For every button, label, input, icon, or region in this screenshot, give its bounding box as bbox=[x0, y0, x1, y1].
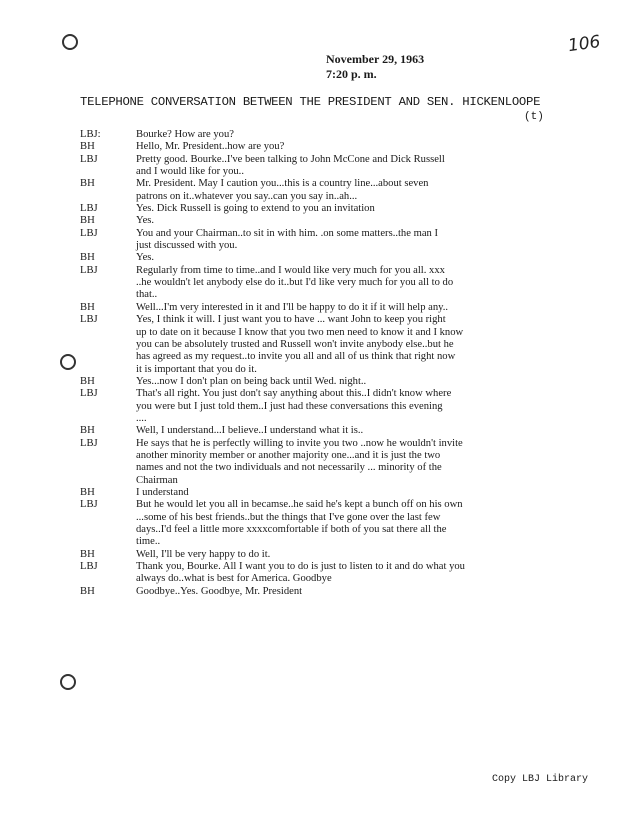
transcript-entry bbox=[80, 141, 620, 153]
speech-line: He says that he is perfectly willing to invite you two ..now he wouldn't invite bbox=[136, 437, 463, 449]
speech-line: Yes. bbox=[136, 215, 155, 227]
speech-line: Yes. Dick Russell is going to extend to you an invitation bbox=[136, 203, 375, 215]
transcript-entry bbox=[80, 129, 620, 141]
speech-text bbox=[136, 425, 620, 437]
speaker-label: LBJ bbox=[80, 264, 98, 276]
speaker-label: LBJ bbox=[80, 499, 98, 511]
speech-text bbox=[136, 487, 620, 499]
speech-line: .... bbox=[136, 412, 147, 424]
speaker-label: BH bbox=[80, 486, 95, 498]
speech-text bbox=[136, 388, 620, 425]
speech-text bbox=[136, 203, 620, 215]
footer-credit: Copy LBJ Library bbox=[492, 774, 589, 785]
speech-line: ...some of his best friends..but the things that I've gone over the last few bbox=[136, 511, 441, 523]
transcript-entry bbox=[80, 388, 620, 425]
speech-text bbox=[136, 178, 620, 203]
transcript-entry bbox=[80, 203, 620, 215]
speaker-label: BH bbox=[80, 585, 95, 597]
speaker-label: LBJ bbox=[80, 227, 98, 239]
speech-line: Thank you, Bourke. All I want you to do is just to listen to it and do what you bbox=[136, 561, 465, 573]
date-line: November 29, 1963 bbox=[326, 52, 425, 66]
speaker-label: BH bbox=[80, 548, 95, 560]
headline-note: (t) bbox=[524, 111, 544, 123]
transcript-entry bbox=[80, 154, 620, 179]
speech-line: you can be absolutely trusted and Russell won't invite anybody else..but he bbox=[136, 338, 454, 350]
speaker-label: LBJ bbox=[80, 437, 98, 449]
speech-text bbox=[136, 141, 620, 153]
speech-line: Pretty good. Bourke..I've been talking to John McCone and Dick Russell bbox=[136, 153, 445, 165]
punch-hole-icon bbox=[62, 34, 78, 50]
speaker-label: BH bbox=[80, 141, 95, 153]
speech-text bbox=[136, 561, 620, 586]
speech-text bbox=[136, 549, 620, 561]
speech-text bbox=[136, 265, 620, 302]
speech-line: that.. bbox=[136, 289, 158, 301]
speech-text bbox=[136, 438, 620, 487]
speech-text bbox=[136, 215, 620, 227]
speaker-label: LBJ bbox=[80, 314, 98, 326]
speaker-label: LBJ: bbox=[80, 129, 101, 140]
speech-line: has agreed as my request..to invite you all and all of us think that right now bbox=[136, 351, 456, 363]
speaker-label: BH bbox=[80, 375, 95, 387]
speech-text bbox=[136, 302, 620, 314]
transcript-entry bbox=[80, 499, 620, 548]
speech-text bbox=[136, 154, 620, 179]
speaker-label: LBJ bbox=[80, 153, 98, 165]
transcript bbox=[80, 129, 620, 598]
speech-text bbox=[136, 252, 620, 264]
transcript-entry bbox=[80, 561, 620, 586]
speech-line: Bourke? How are you? bbox=[136, 129, 234, 140]
transcript-entry bbox=[80, 314, 620, 376]
speech-line: Yes. bbox=[136, 252, 155, 264]
speaker-label: LBJ bbox=[80, 561, 98, 573]
speech-line: Goodbye..Yes. Goodbye, Mr. President bbox=[136, 585, 303, 597]
speech-text bbox=[136, 314, 620, 376]
speech-line: Yes, I think it will. I just want you to have ... want John to keep you right bbox=[136, 314, 446, 326]
speech-line: names and not the two individuals and not necessarily ... minority of the bbox=[136, 462, 442, 474]
page-number: 106 bbox=[566, 31, 602, 57]
transcript-entry bbox=[80, 228, 620, 253]
speech-line: I understand bbox=[136, 486, 189, 498]
transcript-entry bbox=[80, 215, 620, 227]
speech-line: another minority member or another majority one...and it is just the two bbox=[136, 449, 441, 461]
speech-line: time.. bbox=[136, 536, 161, 548]
speech-line: But he would let you all in becamse..he said he's kept a bunch off on his own bbox=[136, 499, 463, 511]
speaker-label: BH bbox=[80, 252, 95, 264]
speech-line: You and your Chairman..to sit in with him. .on some matters..the man I bbox=[136, 227, 438, 239]
speech-line: up to date on it because I know that you two men need to know it and I know bbox=[136, 326, 464, 338]
speech-text bbox=[136, 499, 620, 548]
transcript-entry bbox=[80, 376, 620, 388]
speech-line: and I would like for you.. bbox=[136, 166, 244, 178]
speaker-label: LBJ bbox=[80, 203, 98, 215]
transcript-entry bbox=[80, 302, 620, 314]
speech-text bbox=[136, 129, 620, 141]
speech-line: That's all right. You just don't say anything about this..I didn't know where bbox=[136, 388, 452, 400]
speaker-label: BH bbox=[80, 301, 95, 313]
speech-line: you were but I just told them..I just had these conversations this evening bbox=[136, 400, 443, 412]
speech-line: Mr. President. May I caution you...this is a country line...about seven bbox=[136, 178, 429, 190]
speech-line: patrons on it..whatever you say..can you say in..ah... bbox=[136, 190, 358, 202]
speech-line: days..I'd feel a little more xxxxcomfortable if both of you sat there all the bbox=[136, 524, 447, 535]
speech-line: ..he wouldn't let anybody else do it..but I'd like very much for you all to do bbox=[136, 277, 454, 289]
speech-line: Well...I'm very interested in it and I'll be happy to do it if it will help any.. bbox=[136, 301, 449, 313]
speaker-label: BH bbox=[80, 425, 95, 437]
speaker-label: BH bbox=[80, 178, 95, 190]
document-headline: TELEPHONE CONVERSATION BETWEEN THE PRESIDENT AND SEN. HICKENLOOPE bbox=[80, 95, 541, 109]
speech-text bbox=[136, 376, 620, 388]
speech-line: Hello, Mr. President..how are you? bbox=[136, 141, 285, 153]
date-block bbox=[326, 52, 424, 82]
transcript-entry bbox=[80, 487, 620, 499]
speech-line: Chairman bbox=[136, 474, 178, 486]
speaker-label: LBJ bbox=[80, 388, 98, 400]
transcript-entry bbox=[80, 252, 620, 264]
transcript-entry bbox=[80, 438, 620, 487]
punch-hole-icon bbox=[60, 354, 76, 370]
transcript-entry bbox=[80, 178, 620, 203]
speech-line: Well, I understand...I believe..I understand what it is.. bbox=[136, 425, 364, 437]
speech-line: it is important that you do it. bbox=[136, 363, 257, 375]
transcript-entry bbox=[80, 265, 620, 302]
time-line: 7:20 p. m. bbox=[326, 67, 377, 81]
speech-line: just discussed with you. bbox=[136, 240, 238, 252]
transcript-entry bbox=[80, 549, 620, 561]
speech-line: Well, I'll be very happy to do it. bbox=[136, 548, 271, 560]
transcript-entry bbox=[80, 425, 620, 437]
punch-hole-icon bbox=[60, 674, 76, 690]
speech-line: Regularly from time to time..and I would like very much for you all. xxx bbox=[136, 264, 445, 276]
speech-text bbox=[136, 228, 620, 253]
speech-line: always do..what is best for America. Goodbye bbox=[136, 573, 332, 585]
speech-line: Yes...now I don't plan on being back until Wed. night.. bbox=[136, 375, 367, 387]
transcript-entry bbox=[80, 586, 620, 598]
speech-text bbox=[136, 586, 620, 598]
speaker-label: BH bbox=[80, 215, 95, 227]
